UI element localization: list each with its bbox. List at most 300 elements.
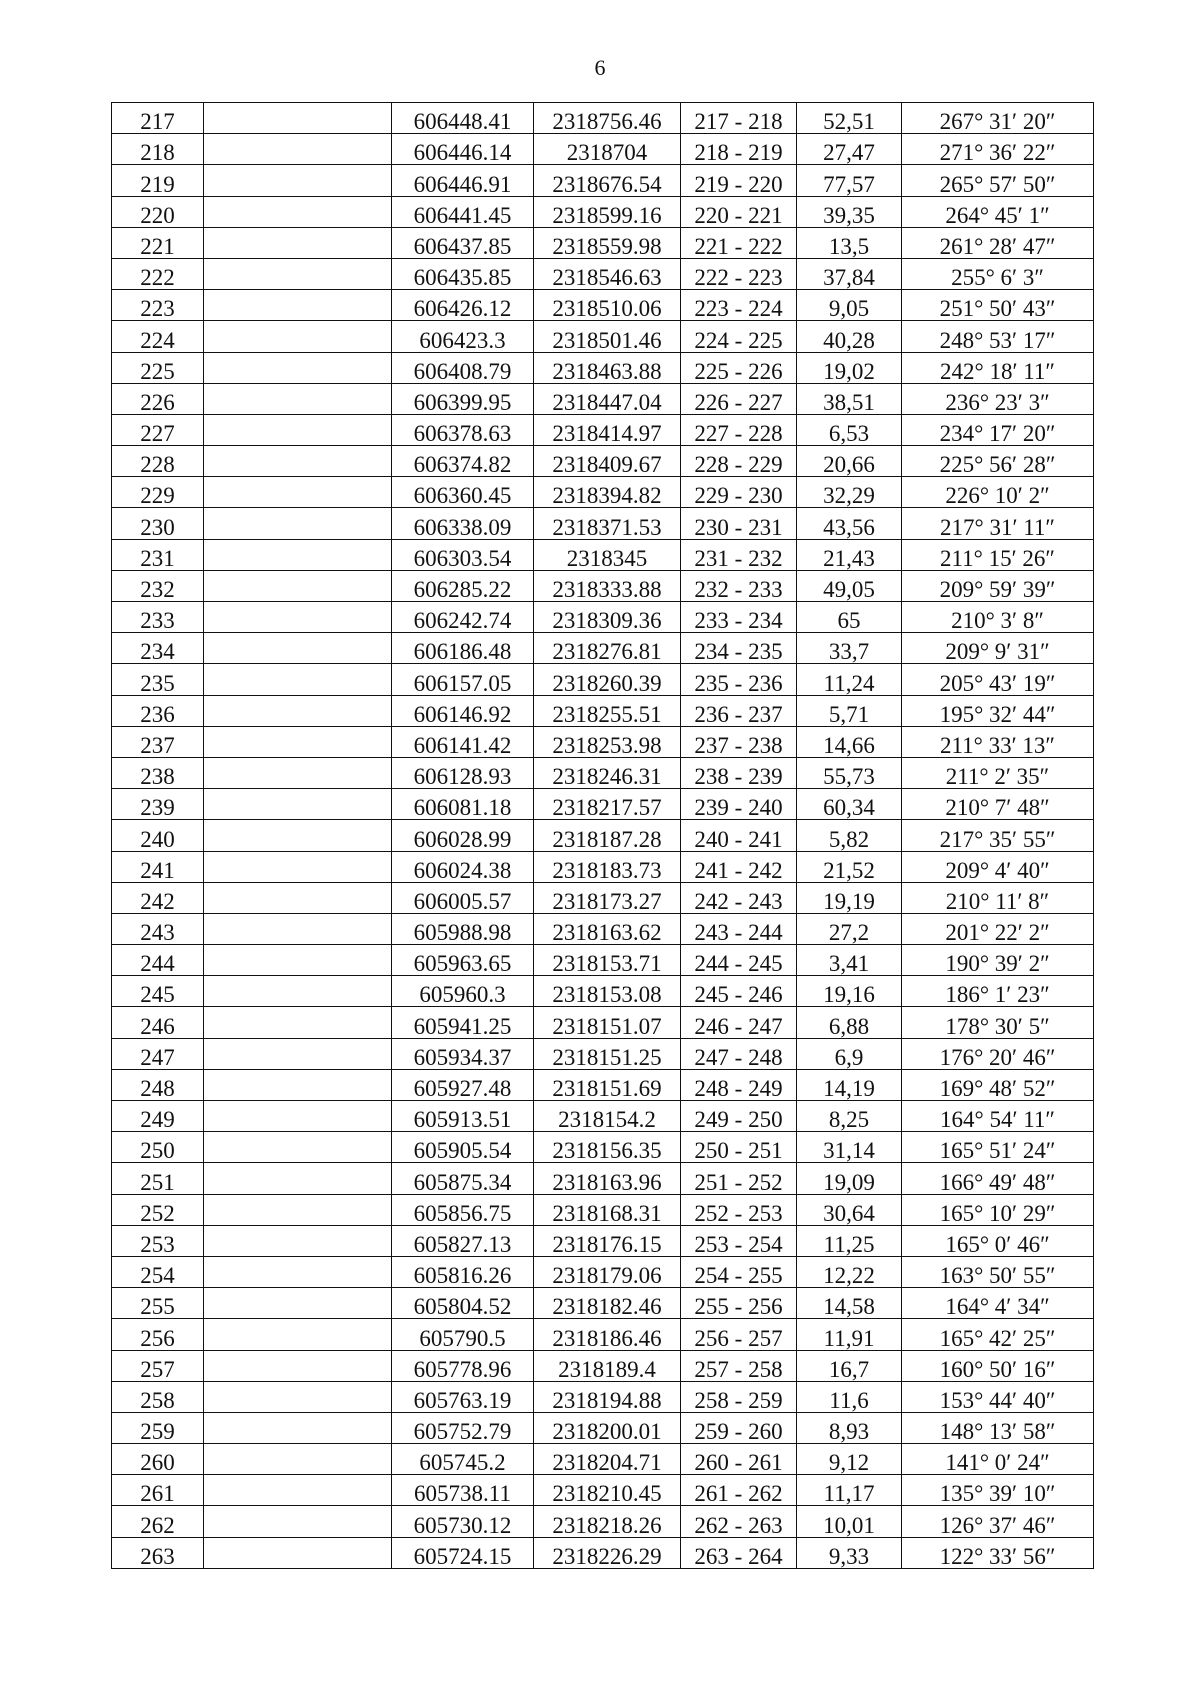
length-cell: 16,7 [797,1350,902,1381]
y-coordinate-cell: 2318559.98 [534,227,681,258]
angle-cell: 201° 22′ 2″ [902,913,1094,944]
table-row [112,1256,1094,1287]
y-coordinate-cell: 2318414.97 [534,414,681,445]
point-number-cell: 219 [112,165,204,196]
y-coordinate-cell: 2318276.81 [534,633,681,664]
angle-cell: 160° 50′ 16″ [902,1350,1094,1381]
segment-cell: 258 - 259 [681,1381,797,1412]
segment-cell: 252 - 253 [681,1194,797,1225]
y-coordinate-cell: 2318218.26 [534,1506,681,1537]
angle-cell: 169° 48′ 52″ [902,1069,1094,1100]
segment-cell: 241 - 242 [681,851,797,882]
angle-cell: 209° 59′ 39″ [902,570,1094,601]
segment-cell: 226 - 227 [681,383,797,414]
length-cell: 11,24 [797,664,902,695]
segment-cell: 237 - 238 [681,726,797,757]
segment-cell: 227 - 228 [681,414,797,445]
table-row [112,695,1094,726]
length-cell: 21,52 [797,851,902,882]
angle-cell: 209° 9′ 31″ [902,633,1094,664]
segment-cell: 234 - 235 [681,633,797,664]
x-coordinate-cell: 606186.48 [392,633,534,664]
angle-cell: 248° 53′ 17″ [902,321,1094,352]
empty-cell [204,258,392,289]
point-number-cell: 259 [112,1412,204,1443]
table-row [112,414,1094,445]
table-row [112,446,1094,477]
y-coordinate-cell: 2318210.45 [534,1475,681,1506]
x-coordinate-cell: 606399.95 [392,383,534,414]
y-coordinate-cell: 2318189.4 [534,1350,681,1381]
point-number-cell: 256 [112,1319,204,1350]
y-coordinate-cell: 2318173.27 [534,882,681,913]
angle-cell: 165° 0′ 46″ [902,1225,1094,1256]
table-row [112,851,1094,882]
segment-cell: 242 - 243 [681,882,797,913]
length-cell: 32,29 [797,477,902,508]
length-cell: 10,01 [797,1506,902,1537]
point-number-cell: 262 [112,1506,204,1537]
empty-cell [204,945,392,976]
table-row [112,1319,1094,1350]
y-coordinate-cell: 2318255.51 [534,695,681,726]
segment-cell: 224 - 225 [681,321,797,352]
empty-cell [204,1288,392,1319]
table-row [112,976,1094,1007]
y-coordinate-cell: 2318345 [534,539,681,570]
table-row [112,1101,1094,1132]
length-cell: 37,84 [797,258,902,289]
y-coordinate-cell: 2318151.69 [534,1069,681,1100]
angle-cell: 178° 30′ 5″ [902,1007,1094,1038]
empty-cell [204,414,392,445]
y-coordinate-cell: 2318676.54 [534,165,681,196]
x-coordinate-cell: 606028.99 [392,820,534,851]
length-cell: 13,5 [797,227,902,258]
table-row [112,165,1094,196]
empty-cell [204,1381,392,1412]
empty-cell [204,570,392,601]
angle-cell: 165° 51′ 24″ [902,1132,1094,1163]
angle-cell: 165° 10′ 29″ [902,1194,1094,1225]
y-coordinate-cell: 2318394.82 [534,477,681,508]
point-number-cell: 250 [112,1132,204,1163]
length-cell: 60,34 [797,789,902,820]
table-row [112,1350,1094,1381]
length-cell: 14,58 [797,1288,902,1319]
empty-cell [204,383,392,414]
segment-cell: 220 - 221 [681,196,797,227]
table-row [112,290,1094,321]
segment-cell: 236 - 237 [681,695,797,726]
length-cell: 6,9 [797,1038,902,1069]
y-coordinate-cell: 2318163.96 [534,1163,681,1194]
empty-cell [204,477,392,508]
length-cell: 40,28 [797,321,902,352]
length-cell: 19,09 [797,1163,902,1194]
empty-cell [204,1412,392,1443]
point-number-cell: 249 [112,1101,204,1132]
table-row [112,134,1094,165]
empty-cell [204,446,392,477]
y-coordinate-cell: 2318176.15 [534,1225,681,1256]
y-coordinate-cell: 2318153.71 [534,945,681,976]
angle-cell: 225° 56′ 28″ [902,446,1094,477]
segment-cell: 223 - 224 [681,290,797,321]
table-row [112,1132,1094,1163]
y-coordinate-cell: 2318217.57 [534,789,681,820]
empty-cell [204,820,392,851]
x-coordinate-cell: 605827.13 [392,1225,534,1256]
segment-cell: 238 - 239 [681,757,797,788]
x-coordinate-cell: 606242.74 [392,602,534,633]
x-coordinate-cell: 606446.91 [392,165,534,196]
x-coordinate-cell: 605730.12 [392,1506,534,1537]
segment-cell: 246 - 247 [681,1007,797,1038]
length-cell: 27,2 [797,913,902,944]
x-coordinate-cell: 605905.54 [392,1132,534,1163]
y-coordinate-cell: 2318151.25 [534,1038,681,1069]
point-number-cell: 230 [112,508,204,539]
x-coordinate-cell: 605804.52 [392,1288,534,1319]
empty-cell [204,290,392,321]
y-coordinate-cell: 2318204.71 [534,1444,681,1475]
y-coordinate-cell: 2318756.46 [534,103,681,134]
angle-cell: 195° 32′ 44″ [902,695,1094,726]
point-number-cell: 243 [112,913,204,944]
x-coordinate-cell: 605856.75 [392,1194,534,1225]
length-cell: 19,02 [797,352,902,383]
table-row [112,913,1094,944]
segment-cell: 245 - 246 [681,976,797,1007]
length-cell: 9,33 [797,1537,902,1568]
segment-cell: 218 - 219 [681,134,797,165]
empty-cell [204,1132,392,1163]
point-number-cell: 222 [112,258,204,289]
x-coordinate-cell: 606423.3 [392,321,534,352]
y-coordinate-cell: 2318599.16 [534,196,681,227]
segment-cell: 259 - 260 [681,1412,797,1443]
length-cell: 65 [797,602,902,633]
angle-cell: 210° 3′ 8″ [902,602,1094,633]
point-number-cell: 234 [112,633,204,664]
empty-cell [204,1225,392,1256]
segment-cell: 231 - 232 [681,539,797,570]
angle-cell: 211° 2′ 35″ [902,757,1094,788]
length-cell: 14,66 [797,726,902,757]
y-coordinate-cell: 2318182.46 [534,1288,681,1319]
x-coordinate-cell: 606446.14 [392,134,534,165]
y-coordinate-cell: 2318501.46 [534,321,681,352]
x-coordinate-cell: 605745.2 [392,1444,534,1475]
x-coordinate-cell: 606448.41 [392,103,534,134]
x-coordinate-cell: 606128.93 [392,757,534,788]
x-coordinate-cell: 606374.82 [392,446,534,477]
empty-cell [204,1350,392,1381]
length-cell: 19,16 [797,976,902,1007]
empty-cell [204,976,392,1007]
table-row [112,258,1094,289]
y-coordinate-cell: 2318200.01 [534,1412,681,1443]
table-row [112,508,1094,539]
segment-cell: 229 - 230 [681,477,797,508]
length-cell: 77,57 [797,165,902,196]
segment-cell: 250 - 251 [681,1132,797,1163]
table-row [112,1537,1094,1568]
length-cell: 11,91 [797,1319,902,1350]
angle-cell: 210° 7′ 48″ [902,789,1094,820]
table-row [112,789,1094,820]
empty-cell [204,664,392,695]
empty-cell [204,1444,392,1475]
x-coordinate-cell: 605988.98 [392,913,534,944]
x-coordinate-cell: 606285.22 [392,570,534,601]
table-row [112,757,1094,788]
angle-cell: 210° 11′ 8″ [902,882,1094,913]
point-number-cell: 238 [112,757,204,788]
point-number-cell: 242 [112,882,204,913]
empty-cell [204,1256,392,1287]
segment-cell: 260 - 261 [681,1444,797,1475]
angle-cell: 234° 17′ 20″ [902,414,1094,445]
angle-cell: 211° 33′ 13″ [902,726,1094,757]
empty-cell [204,352,392,383]
x-coordinate-cell: 605875.34 [392,1163,534,1194]
x-coordinate-cell: 606081.18 [392,789,534,820]
length-cell: 52,51 [797,103,902,134]
segment-cell: 233 - 234 [681,602,797,633]
segment-cell: 232 - 233 [681,570,797,601]
point-number-cell: 258 [112,1381,204,1412]
x-coordinate-cell: 605778.96 [392,1350,534,1381]
angle-cell: 126° 37′ 46″ [902,1506,1094,1537]
point-number-cell: 220 [112,196,204,227]
length-cell: 38,51 [797,383,902,414]
x-coordinate-cell: 606141.42 [392,726,534,757]
point-number-cell: 233 [112,602,204,633]
angle-cell: 141° 0′ 24″ [902,1444,1094,1475]
segment-cell: 248 - 249 [681,1069,797,1100]
point-number-cell: 254 [112,1256,204,1287]
table-row [112,196,1094,227]
angle-cell: 166° 49′ 48″ [902,1163,1094,1194]
segment-cell: 243 - 244 [681,913,797,944]
length-cell: 27,47 [797,134,902,165]
point-number-cell: 228 [112,446,204,477]
segment-cell: 255 - 256 [681,1288,797,1319]
angle-cell: 217° 31′ 11″ [902,508,1094,539]
y-coordinate-cell: 2318156.35 [534,1132,681,1163]
x-coordinate-cell: 605963.65 [392,945,534,976]
table-row [112,664,1094,695]
table-row [112,945,1094,976]
table-row [112,1288,1094,1319]
angle-cell: 264° 45′ 1″ [902,196,1094,227]
length-cell: 9,05 [797,290,902,321]
point-number-cell: 246 [112,1007,204,1038]
x-coordinate-cell: 605927.48 [392,1069,534,1100]
x-coordinate-cell: 606360.45 [392,477,534,508]
empty-cell [204,1163,392,1194]
empty-cell [204,508,392,539]
x-coordinate-cell: 606146.92 [392,695,534,726]
segment-cell: 225 - 226 [681,352,797,383]
segment-cell: 219 - 220 [681,165,797,196]
y-coordinate-cell: 2318409.67 [534,446,681,477]
empty-cell [204,1038,392,1069]
x-coordinate-cell: 605724.15 [392,1537,534,1568]
table-row [112,602,1094,633]
angle-cell: 271° 36′ 22″ [902,134,1094,165]
point-number-cell: 263 [112,1537,204,1568]
table-row [112,1163,1094,1194]
y-coordinate-cell: 2318163.62 [534,913,681,944]
x-coordinate-cell: 606378.63 [392,414,534,445]
empty-cell [204,1506,392,1537]
segment-cell: 240 - 241 [681,820,797,851]
point-number-cell: 239 [112,789,204,820]
y-coordinate-cell: 2318463.88 [534,352,681,383]
x-coordinate-cell: 605763.19 [392,1381,534,1412]
empty-cell [204,789,392,820]
empty-cell [204,103,392,134]
segment-cell: 251 - 252 [681,1163,797,1194]
table-row [112,1381,1094,1412]
table-row [112,1007,1094,1038]
x-coordinate-cell: 605960.3 [392,976,534,1007]
empty-cell [204,321,392,352]
table-row [112,1412,1094,1443]
point-number-cell: 227 [112,414,204,445]
angle-cell: 164° 54′ 11″ [902,1101,1094,1132]
angle-cell: 163° 50′ 55″ [902,1256,1094,1287]
empty-cell [204,757,392,788]
point-number-cell: 241 [112,851,204,882]
point-number-cell: 261 [112,1475,204,1506]
segment-cell: 235 - 236 [681,664,797,695]
table-row [112,1194,1094,1225]
y-coordinate-cell: 2318153.08 [534,976,681,1007]
length-cell: 3,41 [797,945,902,976]
empty-cell [204,695,392,726]
x-coordinate-cell: 606303.54 [392,539,534,570]
angle-cell: 176° 20′ 46″ [902,1038,1094,1069]
length-cell: 21,43 [797,539,902,570]
table-row [112,321,1094,352]
empty-cell [204,1319,392,1350]
y-coordinate-cell: 2318187.28 [534,820,681,851]
point-number-cell: 221 [112,227,204,258]
table-row [112,477,1094,508]
angle-cell: 153° 44′ 40″ [902,1381,1094,1412]
x-coordinate-cell: 606435.85 [392,258,534,289]
length-cell: 19,19 [797,882,902,913]
angle-cell: 190° 39′ 2″ [902,945,1094,976]
empty-cell [204,851,392,882]
x-coordinate-cell: 605934.37 [392,1038,534,1069]
x-coordinate-cell: 606338.09 [392,508,534,539]
empty-cell [204,1101,392,1132]
length-cell: 11,25 [797,1225,902,1256]
point-number-cell: 224 [112,321,204,352]
segment-cell: 257 - 258 [681,1350,797,1381]
length-cell: 5,71 [797,695,902,726]
table-row [112,1038,1094,1069]
point-number-cell: 257 [112,1350,204,1381]
point-number-cell: 248 [112,1069,204,1100]
point-number-cell: 244 [112,945,204,976]
table-row [112,726,1094,757]
y-coordinate-cell: 2318151.07 [534,1007,681,1038]
empty-cell [204,1194,392,1225]
point-number-cell: 235 [112,664,204,695]
segment-cell: 261 - 262 [681,1475,797,1506]
y-coordinate-cell: 2318246.31 [534,757,681,788]
table-row [112,1444,1094,1475]
y-coordinate-cell: 2318447.04 [534,383,681,414]
segment-cell: 249 - 250 [681,1101,797,1132]
y-coordinate-cell: 2318371.53 [534,508,681,539]
segment-cell: 247 - 248 [681,1038,797,1069]
y-coordinate-cell: 2318704 [534,134,681,165]
empty-cell [204,602,392,633]
angle-cell: 209° 4′ 40″ [902,851,1094,882]
angle-cell: 148° 13′ 58″ [902,1412,1094,1443]
empty-cell [204,165,392,196]
coordinates-table [111,102,1094,1569]
point-number-cell: 237 [112,726,204,757]
empty-cell [204,227,392,258]
segment-cell: 244 - 245 [681,945,797,976]
length-cell: 8,25 [797,1101,902,1132]
point-number-cell: 252 [112,1194,204,1225]
length-cell: 6,88 [797,1007,902,1038]
segment-cell: 256 - 257 [681,1319,797,1350]
table-row [112,1225,1094,1256]
angle-cell: 265° 57′ 50″ [902,165,1094,196]
point-number-cell: 231 [112,539,204,570]
empty-cell [204,134,392,165]
x-coordinate-cell: 605816.26 [392,1256,534,1287]
segment-cell: 239 - 240 [681,789,797,820]
x-coordinate-cell: 606437.85 [392,227,534,258]
empty-cell [204,882,392,913]
angle-cell: 211° 15′ 26″ [902,539,1094,570]
x-coordinate-cell: 606005.57 [392,882,534,913]
point-number-cell: 255 [112,1288,204,1319]
length-cell: 12,22 [797,1256,902,1287]
y-coordinate-cell: 2318309.36 [534,602,681,633]
segment-cell: 263 - 264 [681,1537,797,1568]
length-cell: 20,66 [797,446,902,477]
point-number-cell: 232 [112,570,204,601]
table-row [112,383,1094,414]
empty-cell [204,1007,392,1038]
y-coordinate-cell: 2318168.31 [534,1194,681,1225]
angle-cell: 236° 23′ 3″ [902,383,1094,414]
angle-cell: 186° 1′ 23″ [902,976,1094,1007]
empty-cell [204,539,392,570]
length-cell: 49,05 [797,570,902,601]
segment-cell: 230 - 231 [681,508,797,539]
table-row [112,539,1094,570]
length-cell: 33,7 [797,633,902,664]
table-row [112,633,1094,664]
length-cell: 55,73 [797,757,902,788]
angle-cell: 205° 43′ 19″ [902,664,1094,695]
segment-cell: 253 - 254 [681,1225,797,1256]
length-cell: 43,56 [797,508,902,539]
